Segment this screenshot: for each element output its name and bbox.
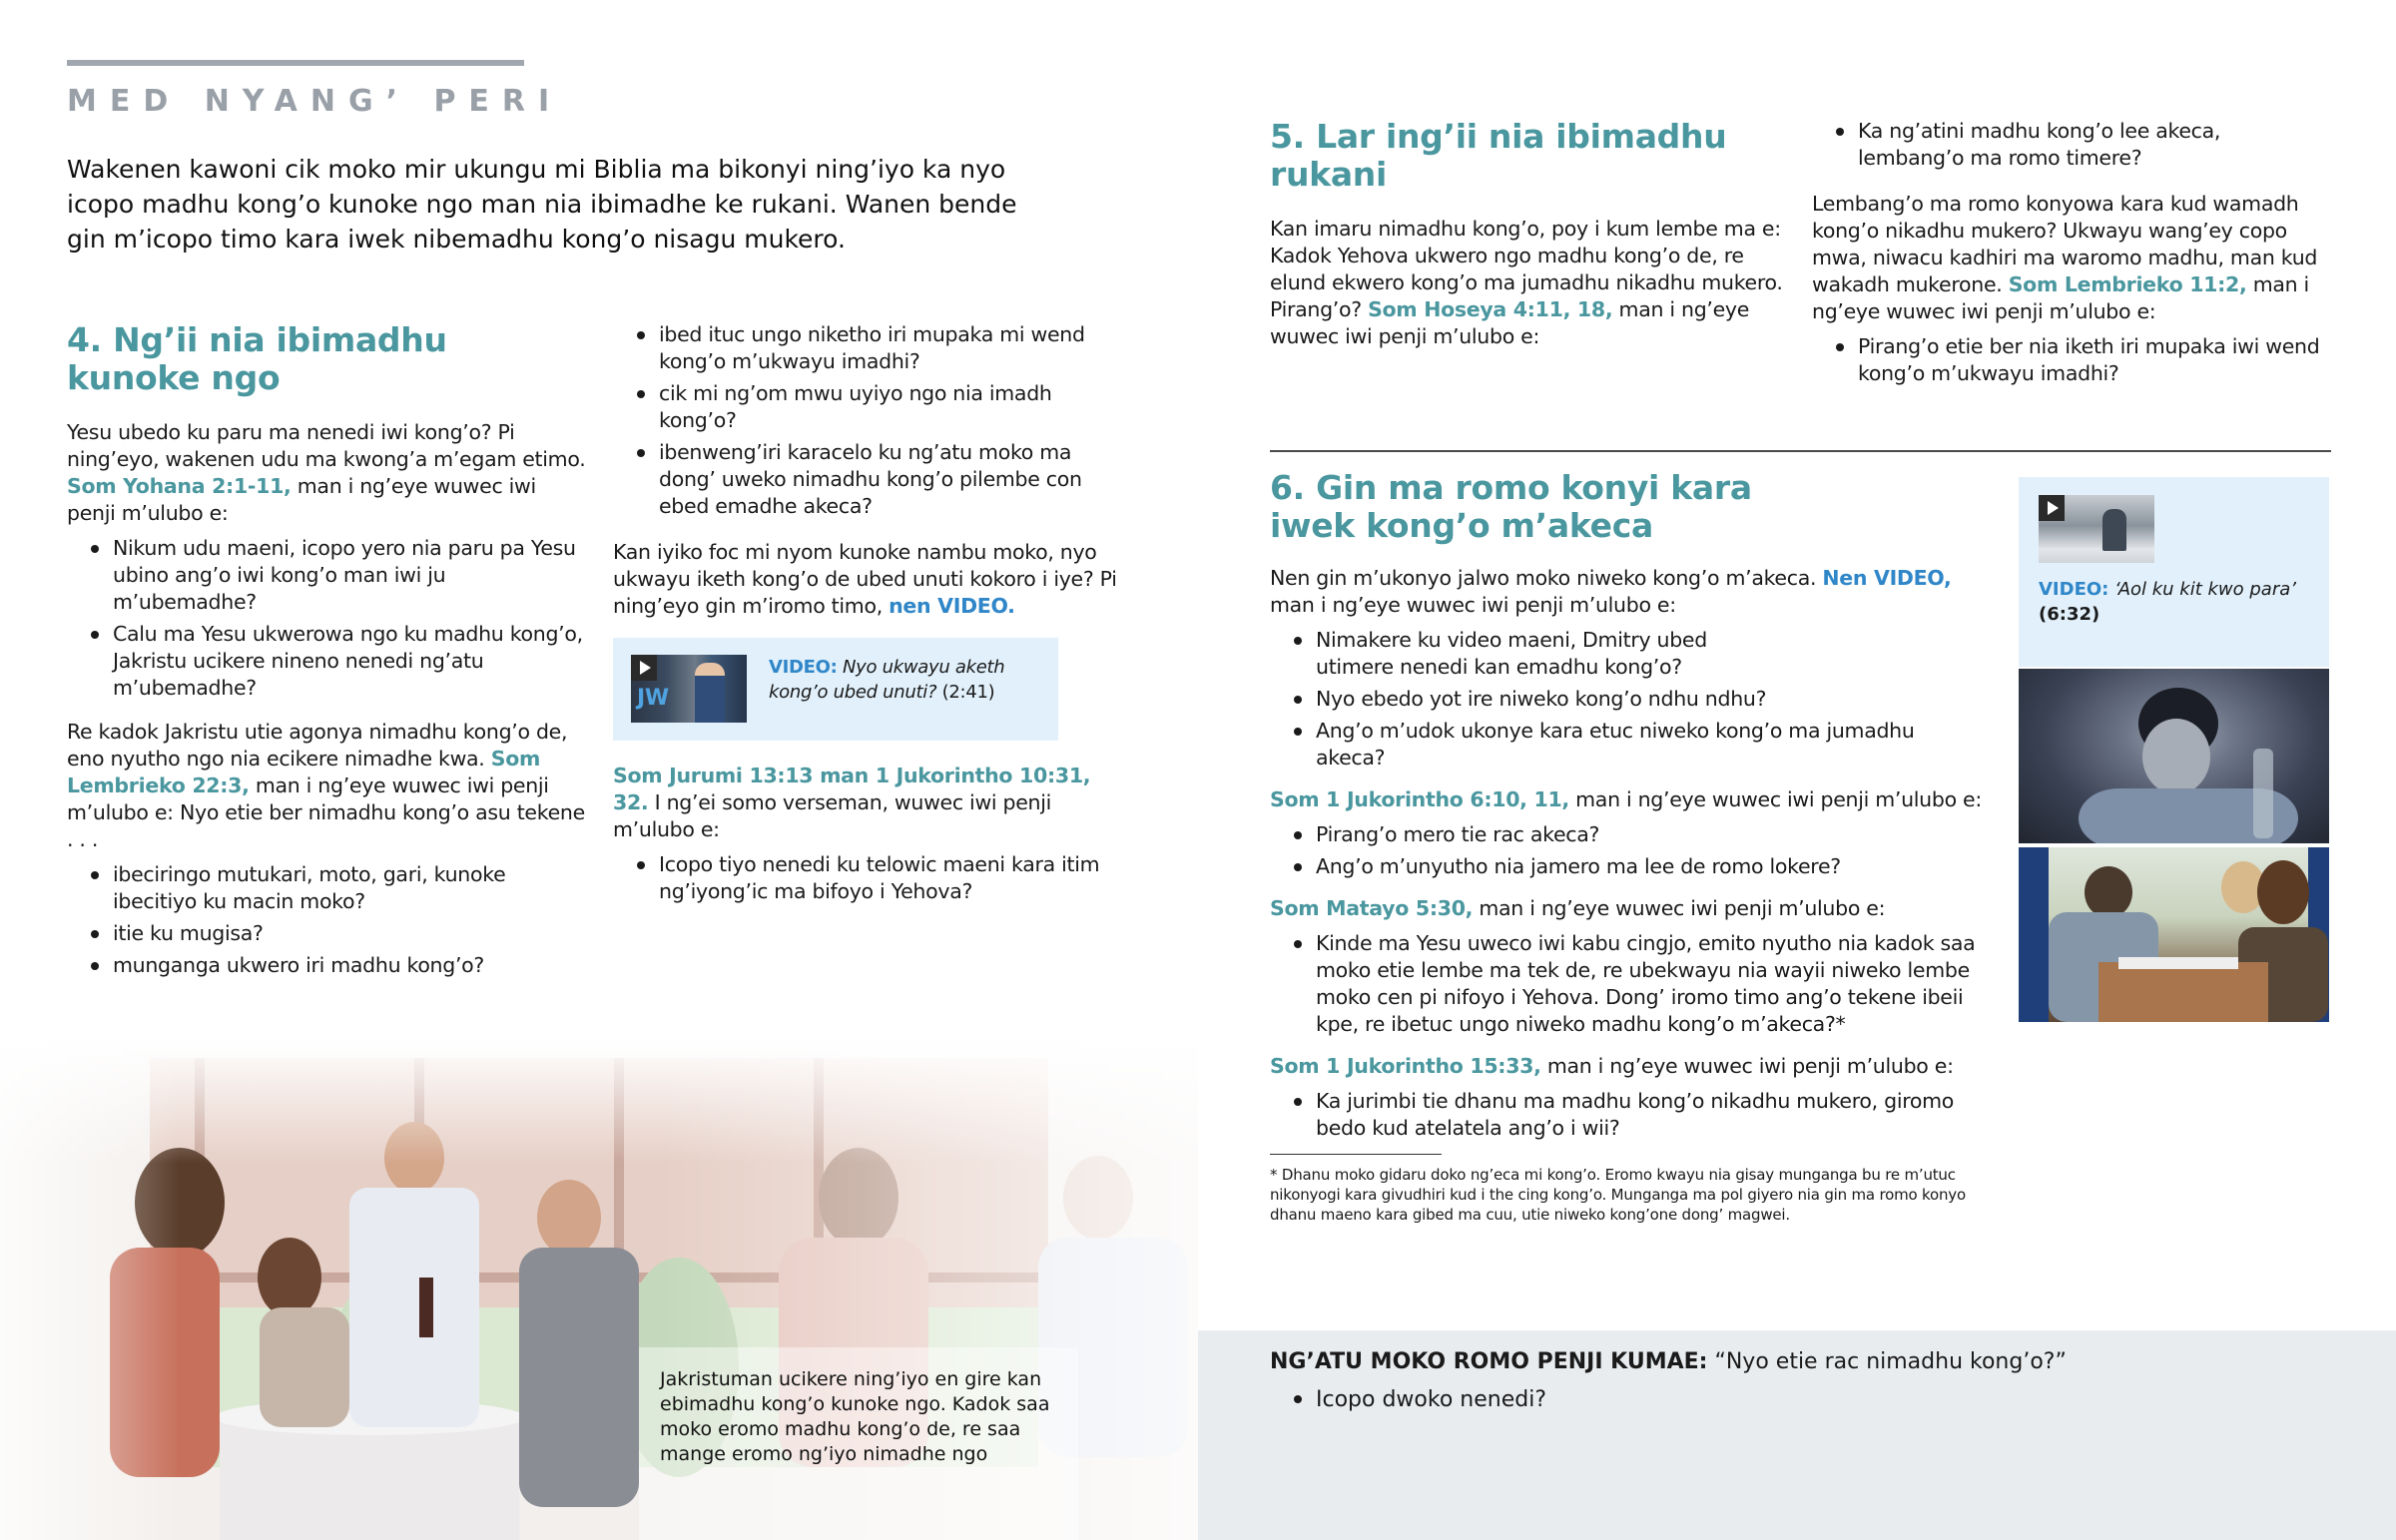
scripture-link-proverbs-11[interactable]: Som Lembrieko 11:2, bbox=[2008, 272, 2247, 296]
scripture-link-matthew[interactable]: Som Matayo 5:30, bbox=[1270, 896, 1474, 920]
play-icon[interactable] bbox=[2039, 495, 2065, 521]
section-6-reference-2: Som 1 Jukorintho 6:10, 11, man i ng’eye wuwec iwi penji m’ulubo e: bbox=[1270, 787, 1982, 811]
list-item: Nikum udu maeni, icopo yero nia paru pa Yesu ubino ang’o iwi kong’o man iwi ju m’ubemadhe? bbox=[67, 535, 586, 616]
intro-paragraph: Wakenen kawoni cik moko mir ukungu mi Biblia ma bikonyi ning’iyo ka nyo icopo madhu kong’o kunoke ngo man nia ibimadhe ke rukani. Wanen bende gin m’icopo timo kara iwek nibemadhu kong’o nisagu mukero. bbox=[67, 155, 1017, 254]
header-rule bbox=[67, 60, 524, 66]
footnote-rule bbox=[1270, 1154, 1442, 1155]
question-list bbox=[613, 321, 1132, 520]
section-5-paragraph-1: Kan imaru nimadhu kong’o, poy i kum lembe ma e: Kadok Yehova ukwero ngo madhu kong’o de, re elund ekwero kong’o ma jumadhu nikadhu mukero. Pirang’o? Som Hoseya 4:11, 18, man i ng’eye wuwec iwi penji m’ulubo e: bbox=[1270, 217, 1783, 348]
list-item: ibed ituc ungo niketho iri mupaka mi wend kong’o m’ukwayu imadhi? bbox=[613, 321, 1132, 375]
footnote: * Dhanu moko gidaru doko ng’eca mi kong’o. Eromo kwayu nia gisay munganga bu re m’utuc nikonyogi kara givudhiri kud i the cing kong’o. Munganga ma pol giyero nia gin ma romo konyo dhanu maeno kara gibed ma cuu, utie niweko kong’one dong’ magwei. bbox=[1270, 1166, 1966, 1224]
list-item: Ka jurimbi tie dhanu ma madhu kong’o nikadhu mukero, giromo bedo kud atelatela ang’o i wii? bbox=[1270, 1088, 1989, 1142]
list-item: Icopo dwoko nenedi? bbox=[1270, 1385, 2328, 1415]
section-4-column-2 bbox=[613, 321, 1132, 910]
scripture-link-proverbs[interactable]: Som Lembrieko 22:3, bbox=[67, 747, 541, 797]
scripture-link-john[interactable]: Som Yohana 2:1-11, bbox=[67, 474, 292, 498]
question-list bbox=[67, 861, 586, 979]
question-list bbox=[1270, 1088, 1989, 1142]
list-item: munganga ukwero iri madhu kong’o? bbox=[67, 952, 586, 979]
list-item: Ang’o m’unyutho nia jamero ma lee de romo lokere? bbox=[1270, 853, 1989, 880]
question-list bbox=[1270, 821, 1989, 880]
list-item: Ka ng’atini madhu kong’o lee akeca, lembang’o ma romo timere? bbox=[1812, 118, 2331, 172]
others-say-quote: “Nyo etie rac nimadhu kong’o?” bbox=[1714, 1349, 2067, 1374]
video-link[interactable]: nen VIDEO. bbox=[889, 594, 1015, 618]
video-card-side[interactable] bbox=[2019, 477, 2329, 667]
list-item: ibenweng’iri karacelo ku ng’atu moko ma dong’ uweko nimadhu kong’o pilembe con ebed emadhe akeca? bbox=[613, 439, 1132, 520]
video-thumbnail[interactable] bbox=[631, 655, 747, 723]
list-item: ibeciringo mutukari, moto, gari, kunoke ibecitiyo ku macin moko? bbox=[67, 861, 586, 915]
section-5-column-1 bbox=[1270, 118, 1789, 350]
play-icon[interactable] bbox=[631, 655, 657, 681]
list-item: cik mi ng’om mwu uyiyo ngo nia imadh kong’o? bbox=[613, 380, 1132, 434]
photo-man-with-bottle bbox=[2019, 669, 2329, 843]
list-item: Ang’o m’udok ukonye kara etuc niweko kong’o ma jumadhu akeca? bbox=[1270, 718, 1989, 771]
section-4-paragraph-3: Kan iyiko foc mi nyom kunoke nambu moko, nyo ukwayu iketh kong’o de ubed unuti kokoro i iye? Pi ning’eyo gin m’iromo timo, nen VIDEO. bbox=[613, 540, 1117, 618]
question-list bbox=[613, 851, 1132, 905]
section-5-paragraph-2: Lembang’o ma romo konyowa kara kud wamadh kong’o nikadhu mukero? Ukwayu wang’ey copo mwa, niwacu kadhiri ma waromo madhu, man kud wakadh mukerone. Som Lembrieko 11:2, man i ng’eye wuwec iwi penji m’ulubo e: bbox=[1812, 192, 2318, 323]
section-5-title: 5. Lar ing’ii nia ibimadhu rukani bbox=[1270, 117, 1727, 194]
list-item: Kinde ma Yesu uweco iwi kabu cingjo, emito nyutho nia kadok saa moko etie lembe ma tek de, re ubekwayu nia wayii niweko lembe moko cen pi nifoyo i Yehova. Dong’ iromo timo ang’o tekene ibeii kpe, re ibetuc ungo niweko madhu kong’o m’akeca?* bbox=[1270, 930, 1989, 1038]
section-6 bbox=[1270, 469, 1989, 1225]
question-list bbox=[1812, 333, 2331, 387]
scripture-link-1-corinthians-15[interactable]: Som 1 Jukorintho 15:33, bbox=[1270, 1054, 1541, 1078]
list-item: itie ku mugisa? bbox=[67, 920, 586, 947]
video-caption: VIDEO: ‘Aol ku kit kwo para’ (6:32) bbox=[2039, 579, 2296, 625]
photo-scene-2 bbox=[2019, 847, 2329, 1022]
list-item: Icopo tiyo nenedi ku telowic maeni kara itim ng’iyong’ic ma bifoyo i Yehova? bbox=[613, 851, 1132, 905]
others-say-content bbox=[1270, 1347, 2328, 1420]
list-item: Pirang’o etie ber nia iketh iri mupaka iwi wend kong’o m’ukwayu imadhi? bbox=[1812, 333, 2331, 387]
scripture-link-1-corinthians-6[interactable]: Som 1 Jukorintho 6:10, 11, bbox=[1270, 787, 1569, 811]
video-caption: VIDEO: Nyo ukwayu aketh kong’o ubed unuti? (2:41) bbox=[769, 657, 1005, 703]
question-list bbox=[67, 535, 586, 702]
video-link[interactable]: Nen VIDEO, bbox=[1822, 566, 1952, 590]
list-item: Calu ma Yesu ukwerowa ngo ku madhu kong’o, Jakristu ucikere nineno nenedi ng’atu m’ubemadhe? bbox=[67, 621, 586, 702]
list-item: Pirang’o mero tie rac akeca? bbox=[1270, 821, 1989, 848]
list-item: Nyo ebedo yot ire niweko kong’o ndhu ndhu? bbox=[1270, 686, 1989, 713]
video-thumbnail[interactable] bbox=[2039, 495, 2154, 563]
question-list bbox=[1270, 627, 1989, 771]
section-6-paragraph-1: Nen gin m’ukonyo jalwo moko niweko kong’o m’akeca. Nen VIDEO, man i ng’eye wuwec iwi penji m’ulubo e: bbox=[1270, 566, 1952, 617]
list-item: Nimakere ku video maeni, Dmitry ubed utimere nenedi kan emadhu kong’o? bbox=[1270, 627, 1989, 681]
man-figure bbox=[2102, 509, 2126, 551]
section-4-paragraph-2: Re kadok Jakristu utie agonya nimadhu kong’o de, eno nyutho ngo nia ecikere nimadhe kwa. Som Lembrieko 22:3, man i ng’eye wuwec iwi penji m’ulubo e: Nyo etie ber nimadhu kong’o asu tekene . . . bbox=[67, 720, 585, 851]
section-eyebrow: MED NYANG’ PERI bbox=[67, 84, 563, 119]
scripture-link-romans-corinthians[interactable]: Som Jurumi 13:13 man 1 Jukorintho 10:31, 32. bbox=[613, 764, 1091, 814]
others-say-label: NG’ATU MOKO ROMO PENJI KUMAE: bbox=[1270, 1349, 1708, 1374]
presenter-figure bbox=[695, 663, 725, 723]
video-card[interactable] bbox=[613, 638, 1058, 741]
jw-logo: JW bbox=[637, 686, 669, 711]
question-list bbox=[1270, 1385, 2328, 1415]
section-4-paragraph-4: Som Jurumi 13:13 man 1 Jukorintho 10:31, 32. I ng’ei somo verseman, wuwec iwi penji m’ulubo e: bbox=[613, 764, 1091, 841]
section-4-paragraph-1: Yesu ubedo ku paru ma nenedi iwi kong’o? Pi ning’eyo, wakenen udu ma kwong’a m’egam etimo. Som Yohana 2:1-11, man i ng’eye wuwec iwi penji m’ulubo e: bbox=[67, 420, 586, 525]
section-6-title: 6. Gin ma romo konyi kara iwek kong’o m’akeca bbox=[1270, 468, 1752, 545]
question-list bbox=[1270, 930, 1989, 1038]
photo-scene-1 bbox=[2019, 669, 2329, 843]
scripture-link-hosea[interactable]: Som Hoseya 4:11, 18, bbox=[1368, 297, 1613, 321]
section-6-reference-4: Som 1 Jukorintho 15:33, man i ng’eye wuwec iwi penji m’ulubo e: bbox=[1270, 1054, 1954, 1078]
section-6-reference-3: Som Matayo 5:30, man i ng’eye wuwec iwi penji m’ulubo e: bbox=[1270, 896, 1886, 920]
section-4-column-1 bbox=[67, 321, 586, 984]
question-list bbox=[1812, 118, 2331, 172]
photo-family-study bbox=[2019, 847, 2329, 1022]
section-4-title: 4. Ng’ii nia ibimadhu kunoke ngo bbox=[67, 320, 447, 397]
illustration-caption: Jakristuman ucikere ning’iyo en gire kan ebimadhu kong’o kunoke ngo. Kadok saa moko eromo madhu kong’o de, re saa mange eromo ng’iyo nimadhe ngo bbox=[660, 1368, 1050, 1465]
section-5-column-2 bbox=[1812, 118, 2331, 392]
section-divider bbox=[1270, 450, 2331, 452]
